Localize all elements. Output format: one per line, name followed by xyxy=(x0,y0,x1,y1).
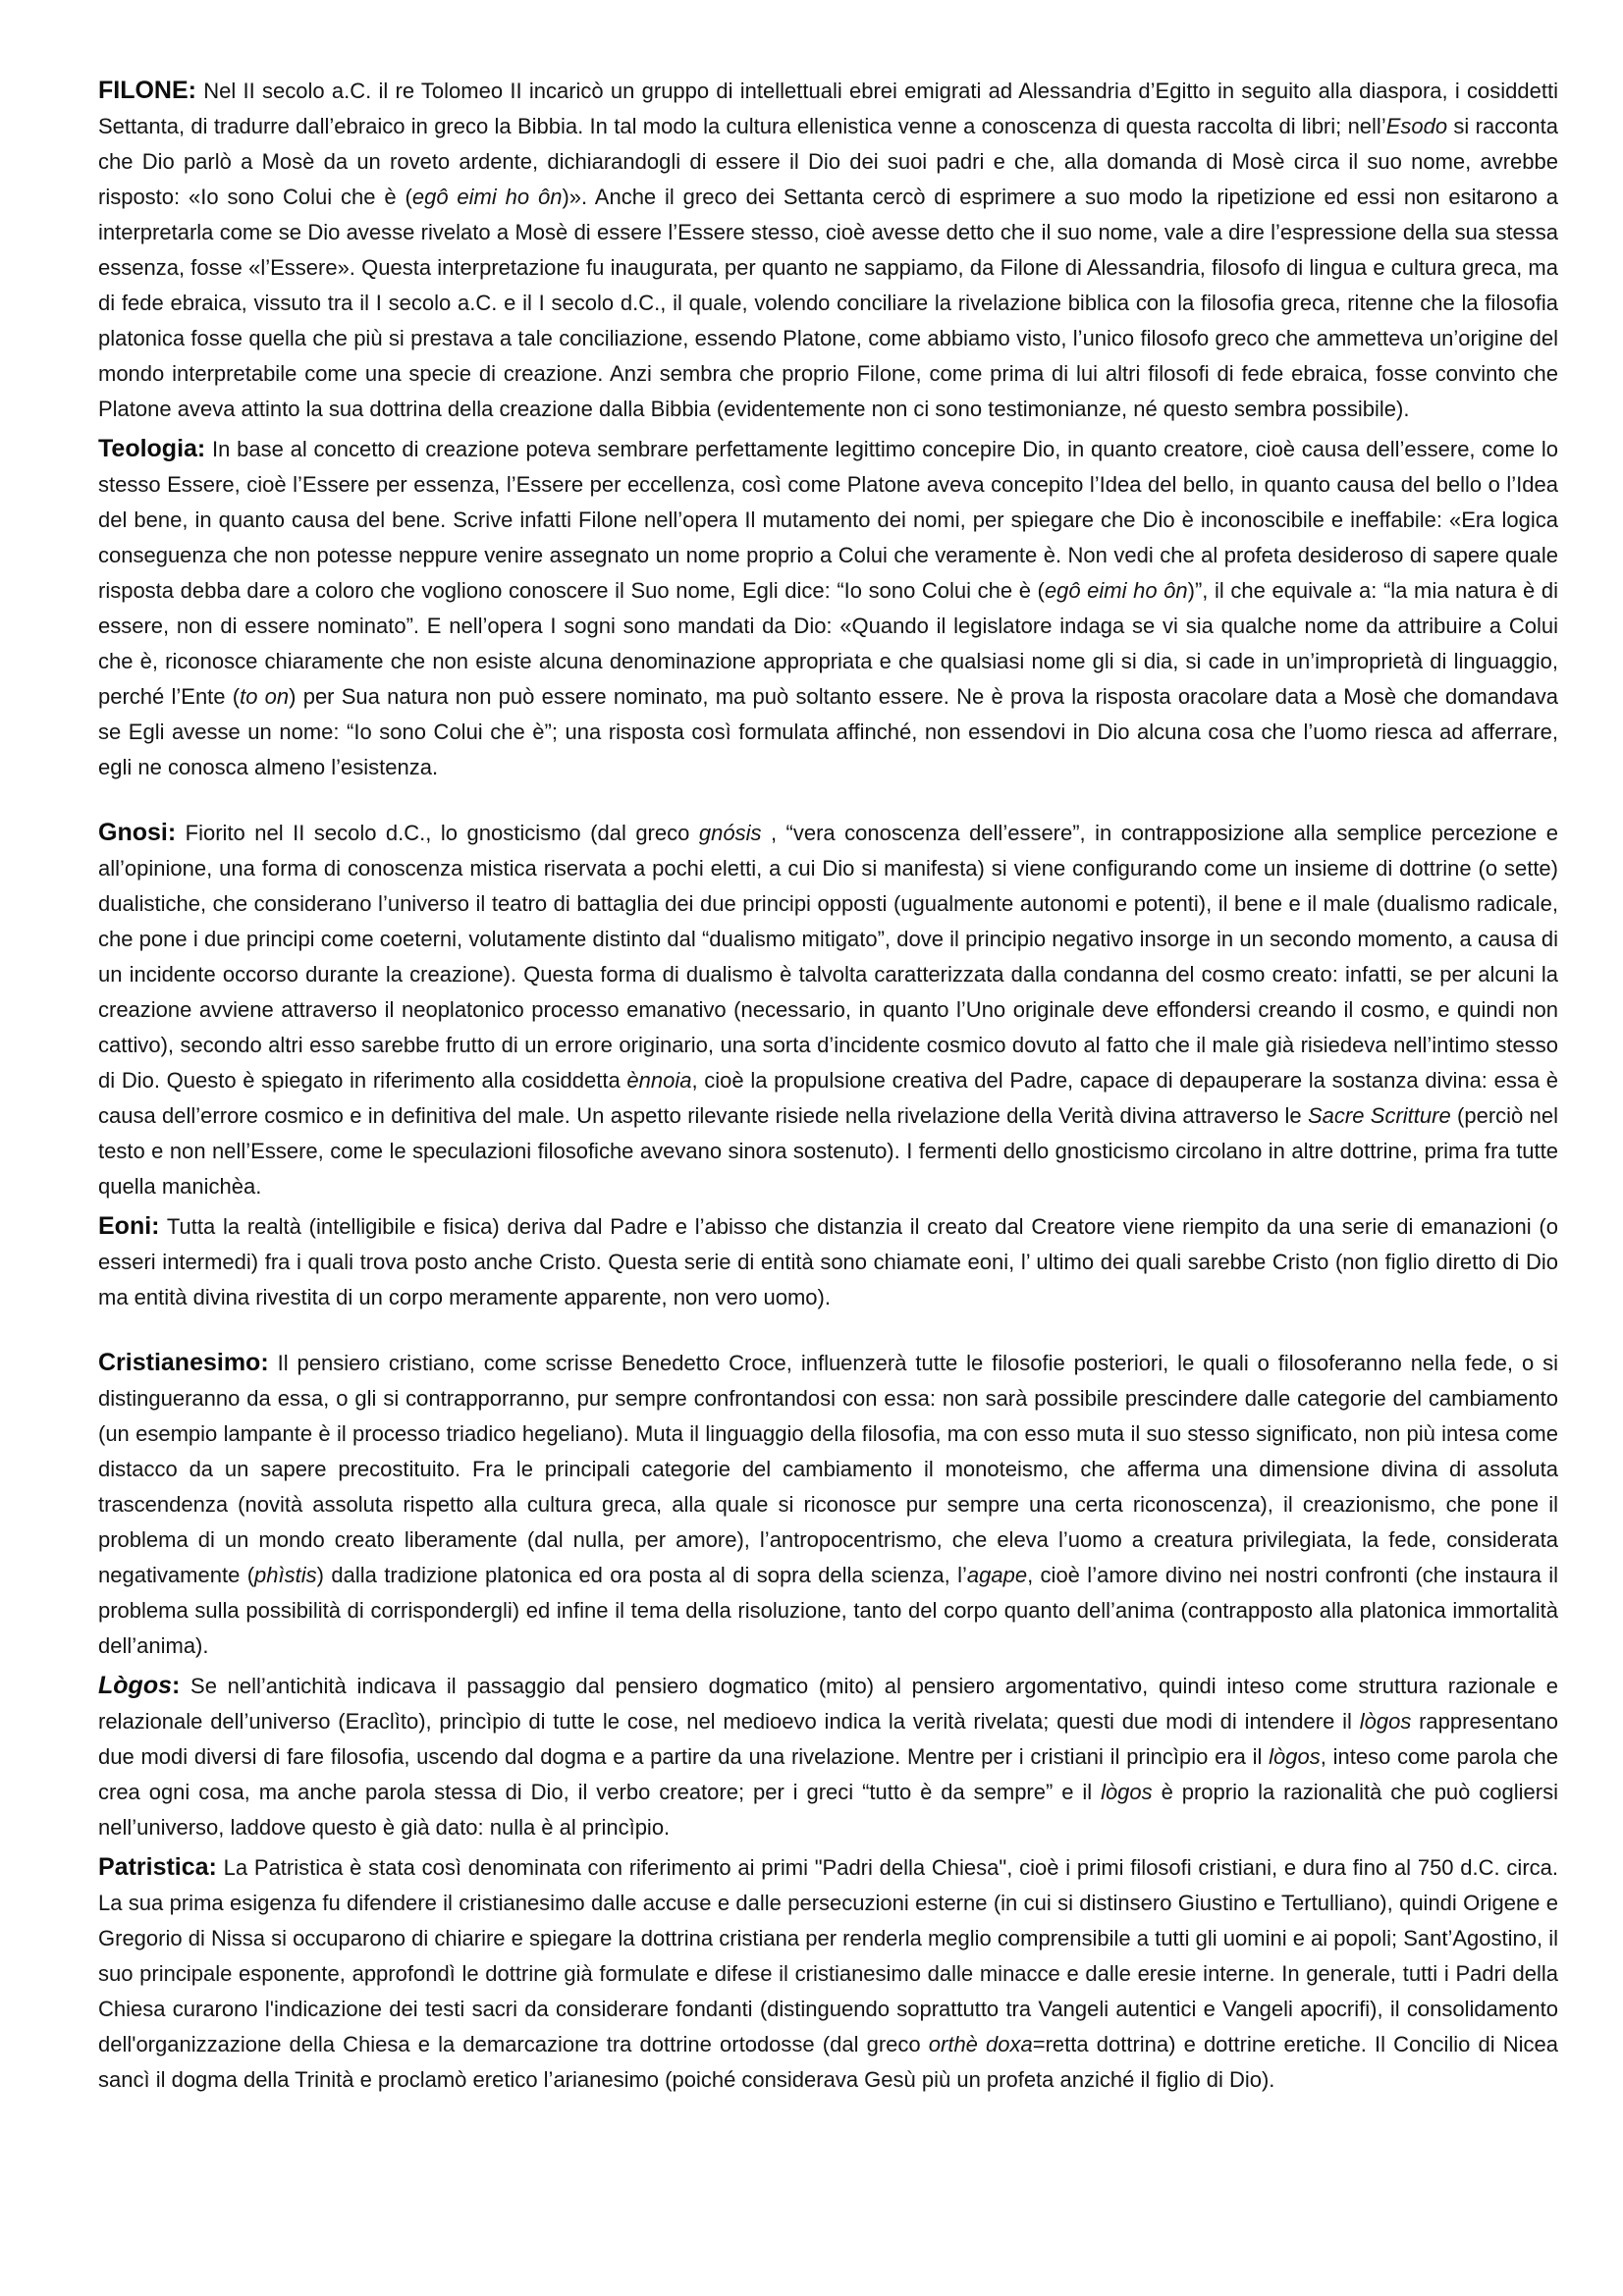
section-filone xyxy=(98,73,1558,427)
text-segment: =retta dottrina) e dottrine eretiche. Il Concilio di Nicea sancì il dogma della Trinità e proclamò eretico l’arianesimo (poiché considerava Gesù più un profeta anziché il figlio di Dio). xyxy=(98,2032,1558,2092)
text-segment: Tutta la realtà (intelligibile e fisica) deriva dal Padre e l’abisso che distanzia il creato dal Creatore viene riempito da una serie di emanazioni (o esseri intermedi) fra i quali trova posto anche Cristo. Questa serie di entità sono chiamate eoni, l’ ultimo dei quali sarebbe Cristo (non figlio diretto di Dio ma entità divina rivestita di un corpo meramente apparente, non vero uomo). xyxy=(98,1214,1558,1309)
text-segment: Nel II secolo a.C. il re Tolomeo II incaricò un gruppo di intellettuali ebrei emigrati ad Alessandria d’Egitto in seguito alla diaspora, i cosiddetti Settanta, di tradurre dall’ebraico in greco la Bibbia. In tal modo la cultura ellenistica venne a conoscenza di questa raccolta di libri; nell’ xyxy=(98,79,1558,138)
section-heading: Cristianesimo: xyxy=(98,1349,269,1376)
section-body xyxy=(98,1855,1558,2092)
italic-term: lògos xyxy=(1101,1780,1153,1804)
text-segment: ) dalla tradizione platonica ed ora posta al di sopra della scienza, l’ xyxy=(316,1563,967,1587)
text-segment: è proprio la razionalità che può cogliersi nell’universo, laddove questo è già dato: nulla è al princìpio. xyxy=(98,1780,1558,1840)
section-body xyxy=(98,79,1558,421)
section-heading: Lògos xyxy=(98,1672,172,1699)
section-heading: Eoni: xyxy=(98,1212,160,1240)
text-segment: Se nell’antichità indicava il passaggio dal pensiero dogmatico (mito) al pensiero argomentativo, quindi inteso come struttura razionale e relazionale dell’universo (Eraclìto), princìpio di tutte le cose, nel medioevo indica la verità rivelata; questi due modi di intendere il xyxy=(98,1674,1558,1734)
text-segment: La Patristica è stata così denominata con riferimento ai primi "Padri della Chiesa", cioè i primi filosofi cristiani, e dura fino al 750 d.C. circa. La sua prima esigenza fu difendere il cristianesimo dalle accuse e dalle persecuzioni esterne (in cui si distinsero Giustino e Tertulliano), quindi Origene e Gregorio di Nissa si occuparono di chiarire e spiegare la dottrina cristiana per renderla meglio comprensibile a tutti gli uomini e ai popoli; Sant’Agostino, il suo principale esponente, approfondì le dottrine già formulate e difese il cristianesimo dalle minacce e dalle eresie interne. In generale, tutti i Padri della Chiesa curarono l'indicazione dei testi sacri da considerare fondanti (distinguendo soprattutto tra Vangeli autentici e Vangeli apocrifi), il consolidamento dell'organizzazione della Chiesa e la demarcazione tra dottrine ortodosse (dal greco xyxy=(98,1855,1558,2056)
text-segment: )». Anche il greco dei Settanta cercò di esprimere a suo modo la ripetizione ed essi non esitarono a interpretarla come se Dio avesse rivelato a Mosè di essere l’Essere stesso, cioè avesse detto che il suo nome, vale a dire l’espressione della sua stessa essenza, fosse «l’Essere». Questa interpretazione fu inaugurata, per quanto ne sappiamo, da Filone di Alessandria, filosofo di lingua e cultura greca, ma di fede ebraica, vissuto tra il I secolo a.C. e il I secolo d.C., il quale, volendo conciliare la rivelazione biblica con la filosofia greca, ritenne che la filosofia platonica fosse quella che più si prestava a tale conciliazione, essendo Platone, come abbiamo visto, l’unico filosofo greco che ammetteva un’origine del mondo interpretabile come una specie di creazione. Anzi sembra che proprio Filone, come prima di lui altri filosofi di fede ebraica, fosse convinto che Platone aveva attinto la sua dottrina della creazione dalla Bibbia (evidentemente non ci sono testimonianze, né questo sembra possibile). xyxy=(98,185,1559,421)
section-teologia xyxy=(98,431,1558,785)
text-segment: Fiorito nel II secolo d.C., lo gnosticismo (dal greco xyxy=(176,821,699,845)
section-heading: FILONE: xyxy=(98,77,196,104)
italic-term: to on xyxy=(240,684,290,709)
italic-term: phìstis xyxy=(254,1563,317,1587)
text-segment: Il pensiero cristiano, come scrisse Benedetto Croce, influenzerà tutte le filosofie posteriori, le quali o filosoferanno nella fede, o si distingueranno da essa, o gli si contrapporranno, pur sempre confrontandosi con essa: non sarà possibile prescindere dalle categorie del cambiamento (un esempio lampante è il processo triadico hegeliano). Muta il linguaggio della filosofia, ma con esso muta il suo stesso significato, non più intesa come distacco da un sapere precostituito. Fra le principali categorie del cambiamento il monoteismo, che afferma una dimensione divina di assoluta trascendenza (novità assoluta rispetto alla cultura greca, alla quale si riconosce pur sempre una certa riconoscenza), il creazionismo, che pone il problema di un mondo creato liberamente (dal nulla, per amore), l’antropocentrismo, che eleva l’uomo a creatura privilegiata, la fede, considerata negativamente ( xyxy=(98,1351,1558,1587)
section-heading: Patristica: xyxy=(98,1853,217,1881)
text-segment: ) per Sua natura non può essere nominato, ma può soltanto essere. Ne è prova la risposta oracolare data a Mosè che domandava se Egli avesse un nome: “Io sono Colui che è”; una risposta così formulata affinché, non essendovi in Dio alcuna cosa che l’uomo riesca ad afferrare, egli ne conosca almeno l’esistenza. xyxy=(98,684,1558,779)
section-body xyxy=(98,1214,1558,1309)
italic-term: egô eimi ho ôn xyxy=(1044,578,1188,603)
section-patristica xyxy=(98,1849,1558,2098)
section-eoni xyxy=(98,1208,1558,1315)
italic-term: Sacre Scritture xyxy=(1307,1103,1451,1128)
section-gnosi xyxy=(98,815,1558,1204)
italic-term: lògos xyxy=(1359,1709,1412,1734)
section-body xyxy=(98,1351,1558,1658)
section-body xyxy=(98,1674,1558,1840)
italic-term: agape xyxy=(966,1563,1028,1587)
section-heading-colon: : xyxy=(172,1672,181,1699)
text-segment: rappresentano due modi diversi di fare filosofia, uscendo dal dogma e a partire da una rivelazione. Mentre per i cristiani il princìpio era il xyxy=(98,1709,1558,1769)
section-heading: Gnosi: xyxy=(98,819,177,846)
text-segment: , inteso come parola che crea ogni cosa, ma anche parola stessa di Dio, il verbo creatore; per i greci “tutto è da sempre” e il xyxy=(98,1744,1558,1804)
italic-term: lògos xyxy=(1269,1744,1321,1769)
section-heading: Teologia: xyxy=(98,435,206,462)
text-segment: , cioè l’amore divino nei nostri confronti (che instaura il problema sulla possibilità di corrispondergli) ed infine il tema della risoluzione, tanto del corpo quanto dell’anima (contrapposto alla platonica immortalità dell’anima). xyxy=(98,1563,1559,1658)
text-segment: , cioè la propulsione creativa del Padre, capace di depauperare la sostanza divina: essa è causa dell’errore cosmico e in definitiva del male. Un aspetto rilevante risiede nella rivelazione della Verità divina attraverso le xyxy=(98,1068,1558,1128)
text-segment: In base al concetto di creazione poteva sembrare perfettamente legittimo concepire Dio, in quanto creatore, cioè causa dell’essere, come lo stesso Essere, cioè l’Essere per essenza, l’Essere per eccellenza, così come Platone aveva concepito l’Idea del bello, in quanto causa del bello o l’Idea del bene, in quanto causa del bene. Scrive infatti Filone nell’opera Il mutamento dei nomi, per spiegare che Dio è inconoscibile e ineffabile: «Era logica conseguenza che non potesse neppure venire assegnato un nome proprio a Colui che veramente è. Non vedi che al profeta desideroso di sapere quale risposta debba dare a coloro che vogliono conoscere il Suo nome, Egli dice: “Io sono Colui che è ( xyxy=(98,437,1558,603)
section-logos xyxy=(98,1668,1558,1845)
italic-term: egô eimi ho ôn xyxy=(411,185,563,209)
text-segment: (perciò nel testo e non nell’Essere, come le speculazioni filosofiche avevano sinora sostenuto). I fermenti dello gnosticismo circolano in altre dottrine, prima fra tutte quella manichèa. xyxy=(98,1103,1558,1199)
section-body xyxy=(98,437,1558,779)
text-segment: , “vera conoscenza dell’essere”, in contrapposizione alla semplice percezione e all’opinione, una forma di conoscenza mistica riservata a pochi eletti, a cui Dio si manifesta) si viene configurando come un insieme di dottrine (o sette) dualistiche, che considerano l’universo il teatro di battaglia dei due principi opposti (ugualmente autonomi e potenti), il bene e il male (dualismo radicale, che pone i due principi come coeterni, volutamente distinto dal “dualismo mitigato”, dove il principio negativo insorge in un secondo momento, a causa di un incidente occorso durante la creazione). Questa forma di dualismo è talvolta caratterizzata dalla condanna del cosmo creato: infatti, se per alcuni la creazione avviene attraverso il neoplatonico processo emanativo (necessario, in quanto l’Uno originale deve effondersi creando il cosmo, e quindi non cattivo), secondo altri esso sarebbe frutto di un errore originario, una sorta d’incidente cosmico dovuto al fatto che il male già risiedeva nell’intimo stesso di Dio. Questo è spiegato in riferimento alla cosiddetta xyxy=(98,821,1558,1093)
italic-term: gnósis xyxy=(698,821,762,845)
text-segment: si racconta che Dio parlò a Mosè da un roveto ardente, dichiarandogli di essere il Dio dei suoi padri e che, alla domanda di Mosè circa il suo nome, avrebbe risposto: «Io sono Colui che è ( xyxy=(98,114,1559,209)
italic-term: ènnoia xyxy=(626,1068,692,1093)
section-body xyxy=(98,821,1558,1199)
section-cristianesimo xyxy=(98,1345,1558,1664)
italic-term: Esodo xyxy=(1385,114,1448,138)
italic-term: orthè doxa xyxy=(928,2032,1033,2056)
text-segment: )”, il che equivale a: “la mia natura è di essere, non di essere nominato”. E nell’opera I sogni sono mandati da Dio: «Quando il legislatore indaga se vi sia qualche nome da attribuire a Colui che è, riconosce chiaramente che non esiste alcuna denominazione appropriata e che qualsiasi nome gli si dia, si cade in un’improprietà di linguaggio, perché l’Ente ( xyxy=(98,578,1558,709)
